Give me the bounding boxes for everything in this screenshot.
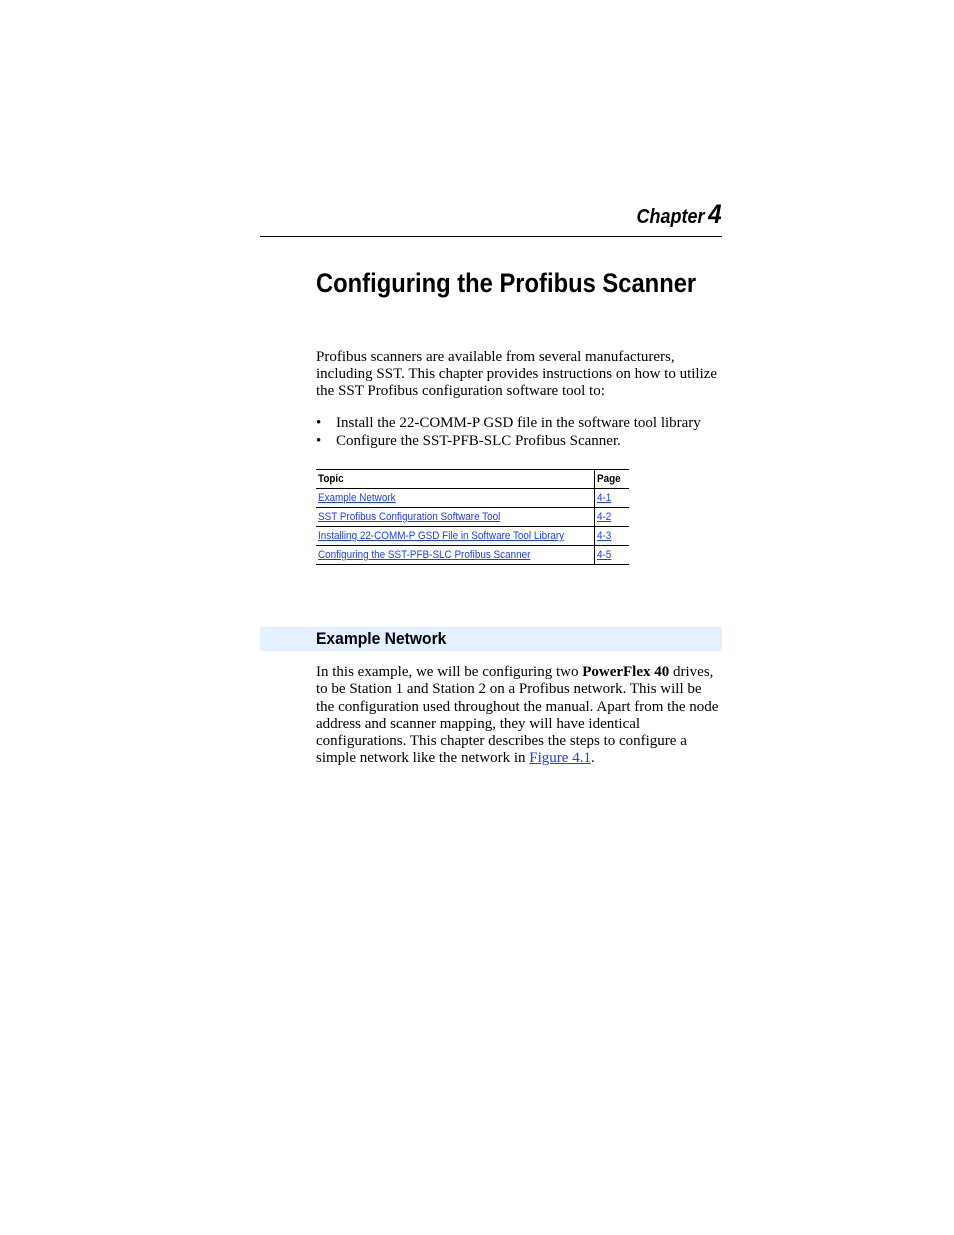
page-link[interactable]: 4-3 [597, 530, 612, 542]
page-column-header: Page [595, 470, 630, 489]
topic-cell [316, 489, 595, 508]
para-text: drives, to be Station 1 and Station 2 on a Profibus network. This will be the configuration used throughout the manual. Apart from the node address and scanner mapping, they will have identical configurations. This chapter describes the steps to configure a simple network like the network in [316, 664, 719, 767]
section-heading: Example Network [316, 629, 447, 648]
intro-paragraph: Profibus scanners are available from several manufacturers, including SST. This chapter provides instructions on how to utilize the SST Profibus configuration software tool to: [316, 349, 718, 399]
table-row [316, 508, 629, 527]
topic-link[interactable]: SST Profibus Configuration Software Tool [318, 511, 501, 523]
topic-link[interactable]: Configuring the SST-PFB-SLC Profibus Scanner [318, 549, 531, 561]
table-row [316, 527, 629, 546]
topics-table [316, 469, 629, 565]
para-text: In this example, we will be configuring two [316, 664, 583, 680]
topic-cell [316, 508, 595, 527]
figure-link[interactable]: Figure 4.1 [529, 750, 591, 767]
page-cell [595, 508, 630, 527]
topic-cell [316, 527, 595, 546]
list-item: • Configure the SST-PFB-SLC Profibus Scanner. [316, 432, 721, 450]
page-link[interactable]: 4-2 [597, 511, 612, 523]
table-row [316, 489, 629, 508]
table-row [316, 546, 629, 565]
topic-link[interactable]: Installing 22-COMM-P GSD File in Software Tool Library [318, 530, 565, 542]
page-cell [595, 489, 630, 508]
chapter-number: 4 [708, 199, 722, 229]
page-cell [595, 546, 630, 565]
table-header-row [316, 470, 629, 489]
page-cell [595, 527, 630, 546]
topic-column-header: Topic [316, 470, 595, 489]
example-network-paragraph [316, 664, 722, 768]
page-title: Configuring the Profibus Scanner [316, 268, 697, 298]
page-link[interactable]: 4-1 [597, 492, 612, 504]
product-name: PowerFlex 40 [582, 664, 670, 680]
page-link[interactable]: 4-5 [597, 549, 612, 561]
bullet-list [316, 414, 721, 450]
para-text: . [590, 750, 595, 767]
list-item: • Install the 22-COMM-P GSD file in the software tool library [316, 414, 721, 432]
chapter-divider [260, 236, 722, 237]
chapter-word: Chapter [636, 206, 705, 228]
topic-link[interactable]: Example Network [318, 492, 396, 504]
topic-cell [316, 546, 595, 565]
chapter-label [637, 196, 722, 235]
